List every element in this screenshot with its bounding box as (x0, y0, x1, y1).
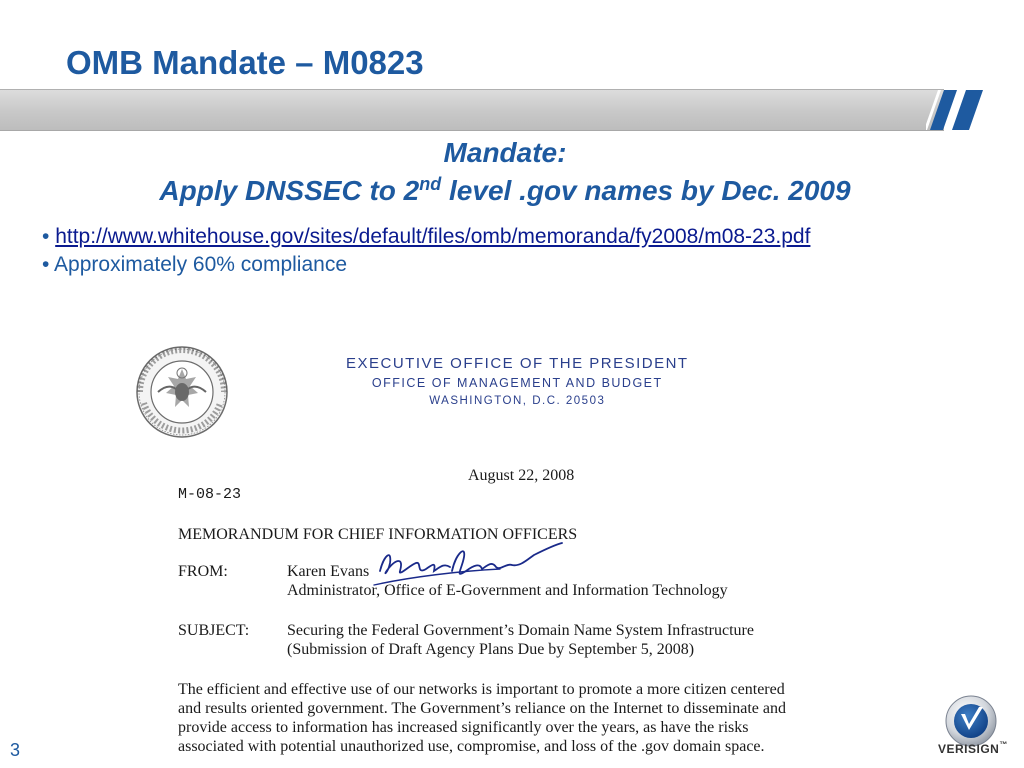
memo-subject-line1: Securing the Federal Government’s Domain Name System Infrastructure (287, 622, 754, 639)
memo-subject-line2: (Submission of Draft Agency Plans Due by September 5, 2008) (287, 641, 695, 658)
memo-body-line: and results oriented government. The Government’s reliance on the Internet to disseminate and (178, 700, 786, 717)
double-slash-mark-icon (926, 89, 990, 131)
verisign-wordmark-text: VERISIGN (938, 742, 1000, 756)
bullet-item-compliance: • Approximately 60% compliance (42, 253, 348, 276)
memo-pdf-link[interactable]: http://www.whitehouse.gov/sites/default/files/omb/memoranda/fy2008/m08-23.pdf (55, 225, 811, 248)
header-bar (0, 89, 944, 131)
bullet-item-link: • http://www.whitehouse.gov/sites/default/files/omb/memoranda/fy2008/m08-23.pdf (42, 225, 811, 248)
memo-body-line: The efficient and effective use of our networks is important to promote a more citizen centered (178, 681, 785, 698)
letterhead-address: WASHINGTON, D.C. 20503 (429, 395, 606, 407)
verisign-trademark: ™ (999, 740, 1008, 749)
subtitle-requirement (0, 175, 1010, 207)
subtitle-requirement-post: level .gov names by Dec. 2009 (441, 175, 851, 206)
slide-title: OMB Mandate – M0823 (66, 44, 424, 81)
letterhead-agency: OFFICE OF MANAGEMENT AND BUDGET (371, 376, 663, 390)
letterhead-office: EXECUTIVE OFFICE OF THE PRESIDENT (346, 355, 689, 372)
subtitle-mandate: Mandate: (443, 137, 567, 168)
memo-number: M-08-23 (178, 486, 242, 503)
verisign-wordmark (938, 740, 1008, 756)
subtitle-requirement-pre: Apply DNSSEC to 2 (159, 175, 420, 206)
signature-icon (370, 541, 570, 591)
memo-from-title: Administrator, Office of E-Government and Information Technology (287, 582, 728, 599)
page-number: 3 (10, 740, 21, 760)
memo-from-name: Karen Evans (287, 563, 370, 580)
memo-from-label: FROM: (178, 563, 228, 580)
subtitle-ordinal-suffix: nd (419, 174, 442, 194)
memo-body-line: provide access to information has increased significantly over the years, as have the risks (178, 719, 749, 736)
memo-document-image (134, 345, 894, 768)
memo-letterhead (346, 355, 689, 407)
bullet-list (42, 225, 810, 281)
memo-subject-label: SUBJECT: (178, 622, 250, 639)
memo-body-line: associated with potential unauthorized use, compromise, and loss of the .gov domain space. (178, 738, 765, 755)
memo-recipients: MEMORANDUM FOR CHIEF INFORMATION OFFICERS (178, 526, 578, 543)
compliance-text: Approximately 60% compliance (54, 253, 348, 276)
presidential-seal-icon (134, 345, 230, 439)
memo-date: August 22, 2008 (468, 467, 575, 484)
